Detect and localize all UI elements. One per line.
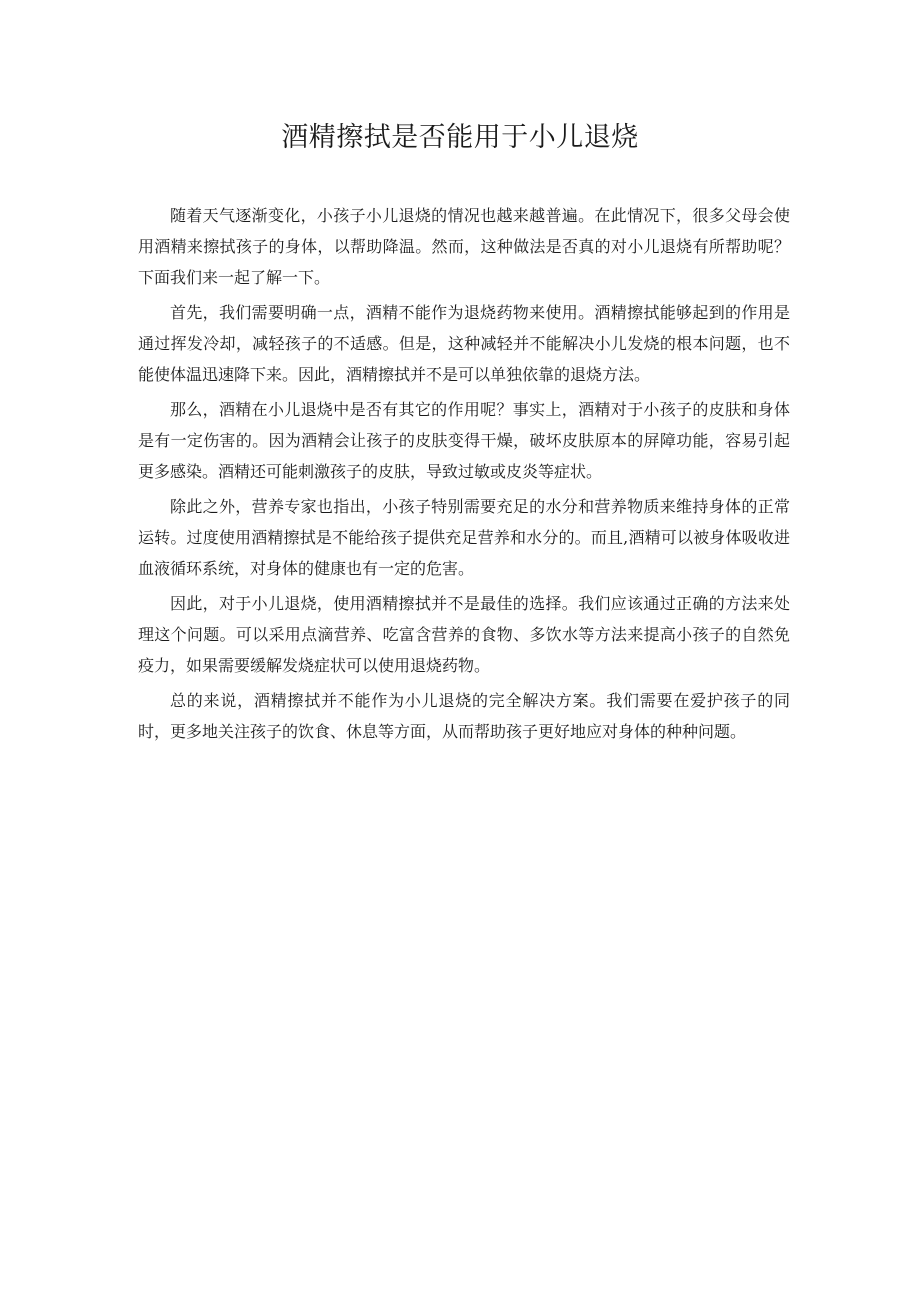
paragraph-3: 那么，酒精在小儿退烧中是否有其它的作用呢？事实上，酒精对于小孩子的皮肤和身体是有一定伤害的。因为酒精会让孩子的皮肤变得干燥，破坏皮肤原本的屏障功能，容易引起更多感染。酒精还可能刺激孩子的皮肤，导致过敏或皮炎等症状。 <box>138 400 790 481</box>
document-body <box>138 200 790 751</box>
paragraph-1: 随着天气逐渐变化，小孩子小儿退烧的情况也越来越普遍。在此情况下，很多父母会使用酒精来擦拭孩子的身体，以帮助降温。然而，这种做法是否真的对小儿退烧有所帮助呢？下面我们来一起了解一下。 <box>138 206 790 287</box>
paragraph-6: 总的来说，酒精擦拭并不能作为小儿退烧的完全解决方案。我们需要在爱护孩子的同时，更多地关注孩子的饮食、休息等方面，从而帮助孩子更好地应对身体的种种问题。 <box>138 691 790 741</box>
paragraph-4: 除此之外，营养专家也指出，小孩子特别需要充足的水分和营养物质来维持身体的正常运转。过度使用酒精擦拭是不能给孩子提供充足营养和水分的。而且,酒精可以被身体吸收进血液循环系统，对身体的健康也有一定的危害。 <box>138 497 790 578</box>
document-title: 酒精擦拭是否能用于小儿退烧 <box>281 122 639 153</box>
paragraph-2: 首先，我们需要明确一点，酒精不能作为退烧药物来使用。酒精擦拭能够起到的作用是通过挥发冷却，减轻孩子的不适感。但是，这种减轻并不能解决小儿发烧的根本问题，也不能使体温迅速降下来。因此，酒精擦拭并不是可以单独依靠的退烧方法。 <box>138 303 790 384</box>
paragraph-5: 因此，对于小儿退烧，使用酒精擦拭并不是最佳的选择。我们应该通过正确的方法来处理这个问题。可以采用点滴营养、吃富含营养的食物、多饮水等方法来提高小孩子的自然免疫力，如果需要缓解发烧症状可以使用退烧药物。 <box>138 594 790 675</box>
